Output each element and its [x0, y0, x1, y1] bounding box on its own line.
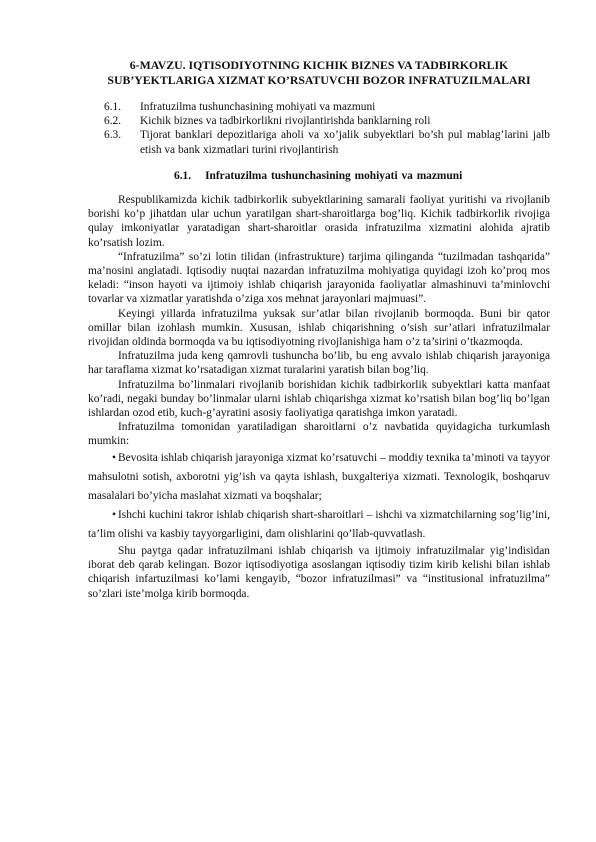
topic-outline — [88, 100, 550, 157]
page-title: 6-MAVZU. IQTISODIYOTNING KICHIK BIZNES VA TADBIRKORLIK SUB’YEKTLARIGA XIZMAT KO’RSATUVCHI BOZOR INFRATUZILMALARI — [107, 58, 531, 87]
body-paragraph: Infratuzilma bo’linmalari rivojlanib borishidan kichik tadbirkorlik subyektlari katta manfaat ko’radi, negaki bunday bo’linmalar ularni ishlab chiqarishga xizmat ko’rsatish bilan bog’liq bo’lgan ishlardan ozod etib, kuch-g’ayratini asosiy faoliyatiga qaratishga imkon yaratadi. — [88, 378, 550, 420]
body-paragraph: Keyingi yillarda infratuzilma yuksak sur’atlar bilan rivojlanib bormoqda. Buni bir qator omillar bilan izohlash mumkin. Xususan, ishlab chiqarishning o’sish sur’atlari infratuzilmalar rivojidan oldinda bormoqda va bu iqtisodiyotning rivojlanishiga ham o’z ta’sirini o’tkazmoqda. — [88, 307, 550, 349]
outline-item — [88, 100, 550, 114]
outline-item — [88, 128, 550, 156]
outline-item — [88, 114, 550, 128]
outline-number: 6.2. — [104, 115, 122, 128]
body-paragraph: “Infratuzilma” so’zi lotin tilidan (infrastrukture) tarjima qilinganda “tuzilmadan tashqarida” ma’nosini anglatadi. Iqtisodiy nuqtai nazardan infratuzilma mohiyatiga quyidagi izoh ko’proq mos keladi: “inson hayoti va ijtimoiy ishlab chiqarish jarayonida faoliyatlar almashinuvi ta’minlovchi tovarlar va xizmatlar yaratishda o’ziga xos mehnat jarayonlari majmuasi”. — [88, 250, 550, 306]
body-paragraph: Respublikamizda kichik tadbirkorlik subyektlarining samarali faoliyat yuritishi va rivojlanib borishi ko’p jihatdan ular uchun yaratilgan shart-sharoitlarga bog’liq. Kichik tadbirkorlik rivojiga qulay imkoniyatlar yaratadigan shart-sharoitlar orasida infratuzilma xizmatini alohida ajratib ko’rsatish lozim. — [88, 194, 550, 249]
bullet-icon: • — [112, 508, 116, 521]
section-heading — [88, 169, 550, 183]
body-paragraph: Shu paytga qadar infratuzilmani ishlab chiqarish va ijtimoiy infratuzilmalar yig’indisidan iborat deb qarab kelingan. Bozor iqtisodiyotiga asoslangan iqtisodiy tizim kirib kelishi bilan ishlab chiqarish infartuzilmasi ko’lami kengayib, “bozor infratuzilmasi” va “institusional infratuzilma” so’zlari iste’molga kirib bormoqda. — [88, 544, 550, 600]
outline-text: Kichik biznes va tadbirkorlikni rivojlantirishda banklarning roli — [140, 115, 431, 128]
outline-text: Tijorat banklari depozitlariga aholi va xo’jalik subyektlari bo’sh pul mablag’larini jalb etish va bank xizmatlari turini rivojlantirish — [140, 129, 550, 156]
section-number: 6.1. — [174, 169, 192, 182]
bullet-text: Bevosita ishlab chiqarish jarayoniga xizmat ko’rsatuvchi – moddiy texnika ta’minoti va tayyor mahsulotni sotish, axborotni yig’ish va qayta ishlash, buxgalteriya xizmati. Texnologik, boshqaruv masalalari bo’yicha maslahat xizmati va boqshalar; — [88, 451, 550, 502]
outline-number: 6.3. — [104, 129, 122, 142]
outline-number: 6.1. — [104, 101, 122, 113]
bullet-text: Ishchi kuchini takror ishlab chiqarish shart-sharoitlari – ishchi va xizmatchilarning sog’lig’ini, ta’lim olishi va kasbiy tayyorgarligini, dam olishlarini qo’llab-quvvatlash. — [88, 508, 550, 540]
body-paragraph: Infratuzilma juda keng qamrovli tushuncha bo’lib, bu eng avvalo ishlab chiqarish jarayoniga har taraflama xizmat ko’rsatadigan xizmat turalarini yaratish bilan bog’liq. — [88, 350, 550, 377]
outline-text: Infratuzilma tushunchasining mohiyati va mazmuni — [140, 101, 376, 113]
bullet-item — [88, 449, 550, 506]
body-paragraph: Infratuzilma tomonidan yaratiladigan sharoitlarni o’z navbatida quyidagicha turkumlash mumkin: — [88, 421, 550, 448]
bullet-icon: • — [112, 451, 116, 464]
bullet-item — [88, 506, 550, 544]
section-title: Infratuzilma tushunchasining mohiyati va mazmuni — [205, 169, 463, 182]
